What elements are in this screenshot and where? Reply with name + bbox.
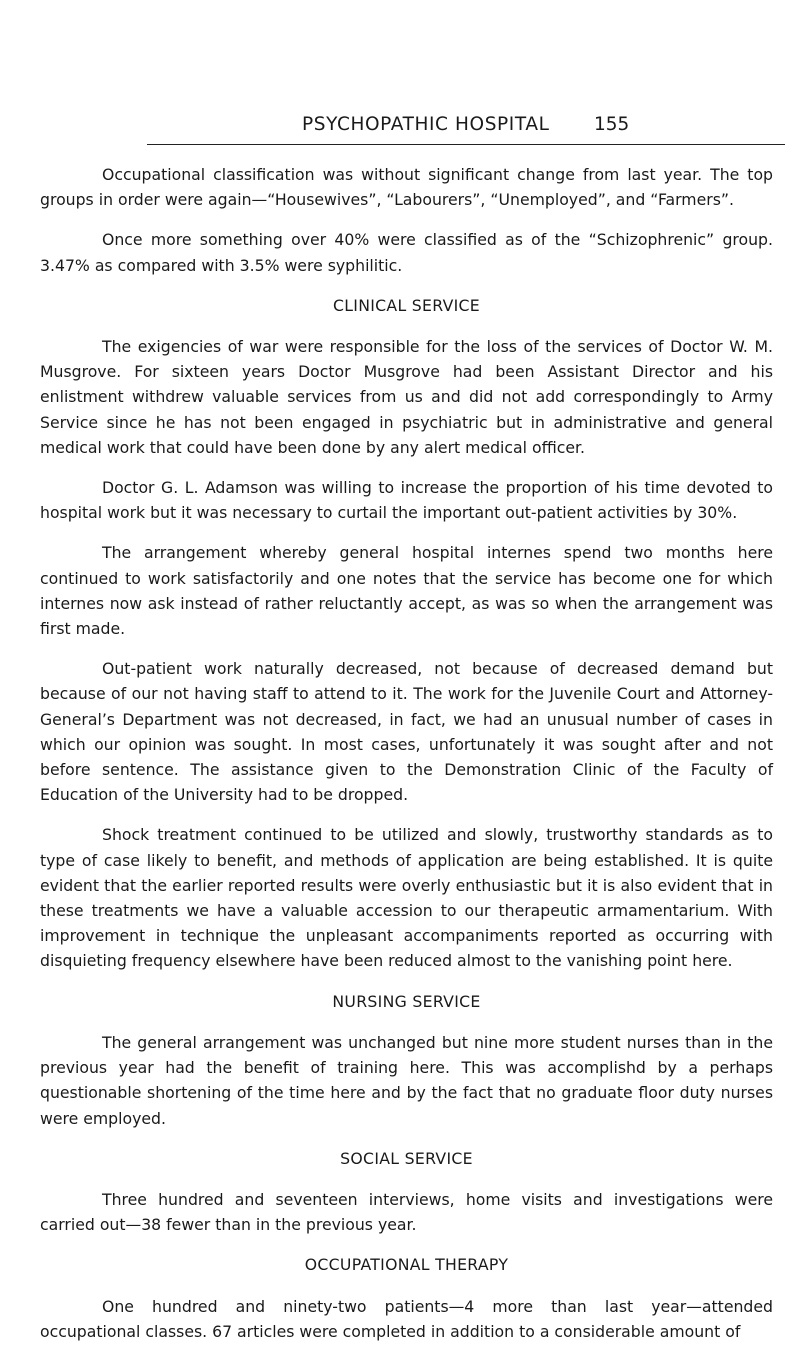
paragraph: Once more something over 40% were classified as of the “Schizophrenic” group. 3.47% as compared with 3.5% were syphilitic.	[40, 230, 773, 275]
paragraph: Three hundred and seventeen interviews, home visits and investigations were carried out—38 fewer than in the previous year.	[40, 1189, 773, 1235]
paragraph: The general arrangement was unchanged but nine more student nurses than in the previous year had the benefit of training here. This was accomplishd by a perhaps questionable shortening of the time here and by the fact that no graduate floor duty nurses were employed.	[40, 1032, 773, 1128]
section-heading-social-service: SOCIAL SERVICE	[340, 1148, 473, 1168]
paragraph: The exigencies of war were responsible for the loss of the services of Doctor W. M. Musgrove. For sixteen years Doctor Musgrove had been Assistant Director and his enlistment withdrew valuable services from us and did not add correspondingly to Army Service since he has not been engaged in psychiatric but in administrative and general medical work that could have been done by any alert medical officer.	[40, 337, 773, 457]
paragraph: Shock treatment continued to be utilized and slowly, trustworthy standards as to type of case likely to benefit, and methods of application are being established. It is quite evident that the earlier reported results were overly enthusiastic but it is also evident that in these treatments we have a valuable accession to our therapeutic armamentarium. With improvement in technique the unpleasant accompaniments reported as occurring with disquieting frequency elsewhere have been reduced almost to the vanishing point here.	[40, 825, 773, 971]
page-number: 155	[594, 114, 630, 135]
section-heading-occupational-therapy: OCCUPATIONAL THERAPY	[304, 1255, 509, 1275]
paragraph: Out-patient work naturally decreased, not because of decreased demand but because of our not having staff to attend to it. The work for the Juvenile Court and Attorney-General’s Department was not decreased, in fact, we had an unusual number of cases in which our opinion was sought. In most cases, unfortunately it was sought after and not before sentence. The assistance given to the Demonstration Clinic of the Faculty of Education of the University had to be dropped.	[40, 659, 773, 805]
section-heading-nursing-service: NURSING SERVICE	[332, 991, 481, 1011]
body-text	[40, 162, 773, 1359]
paragraph: The arrangement whereby general hospital internes spend two months here continued to work satisfactorily and one notes that the service has become one for which internes now ask instead of rather reluctantly accept, as was so when the arrangement was first made.	[40, 543, 773, 639]
paragraph: One hundred and ninety-two patients—4 more than last year—attended occupational classes. 67 articles were completed in addition to a considerable amount of	[40, 1296, 773, 1341]
paragraph: Occupational classification was without significant change from last year. The top groups in order were again—“Housewives”, “Labourers”, “Unemployed”, and “Farmers”.	[40, 165, 773, 210]
section-heading-clinical-service: CLINICAL SERVICE	[332, 295, 481, 315]
running-title: PSYCHOPATHIC HOSPITAL	[302, 114, 550, 135]
paragraph: Doctor G. L. Adamson was willing to increase the proportion of his time devoted to hospital work but it was necessary to curtail the important out-patient activities by 30%.	[40, 478, 773, 523]
running-header	[147, 114, 785, 145]
